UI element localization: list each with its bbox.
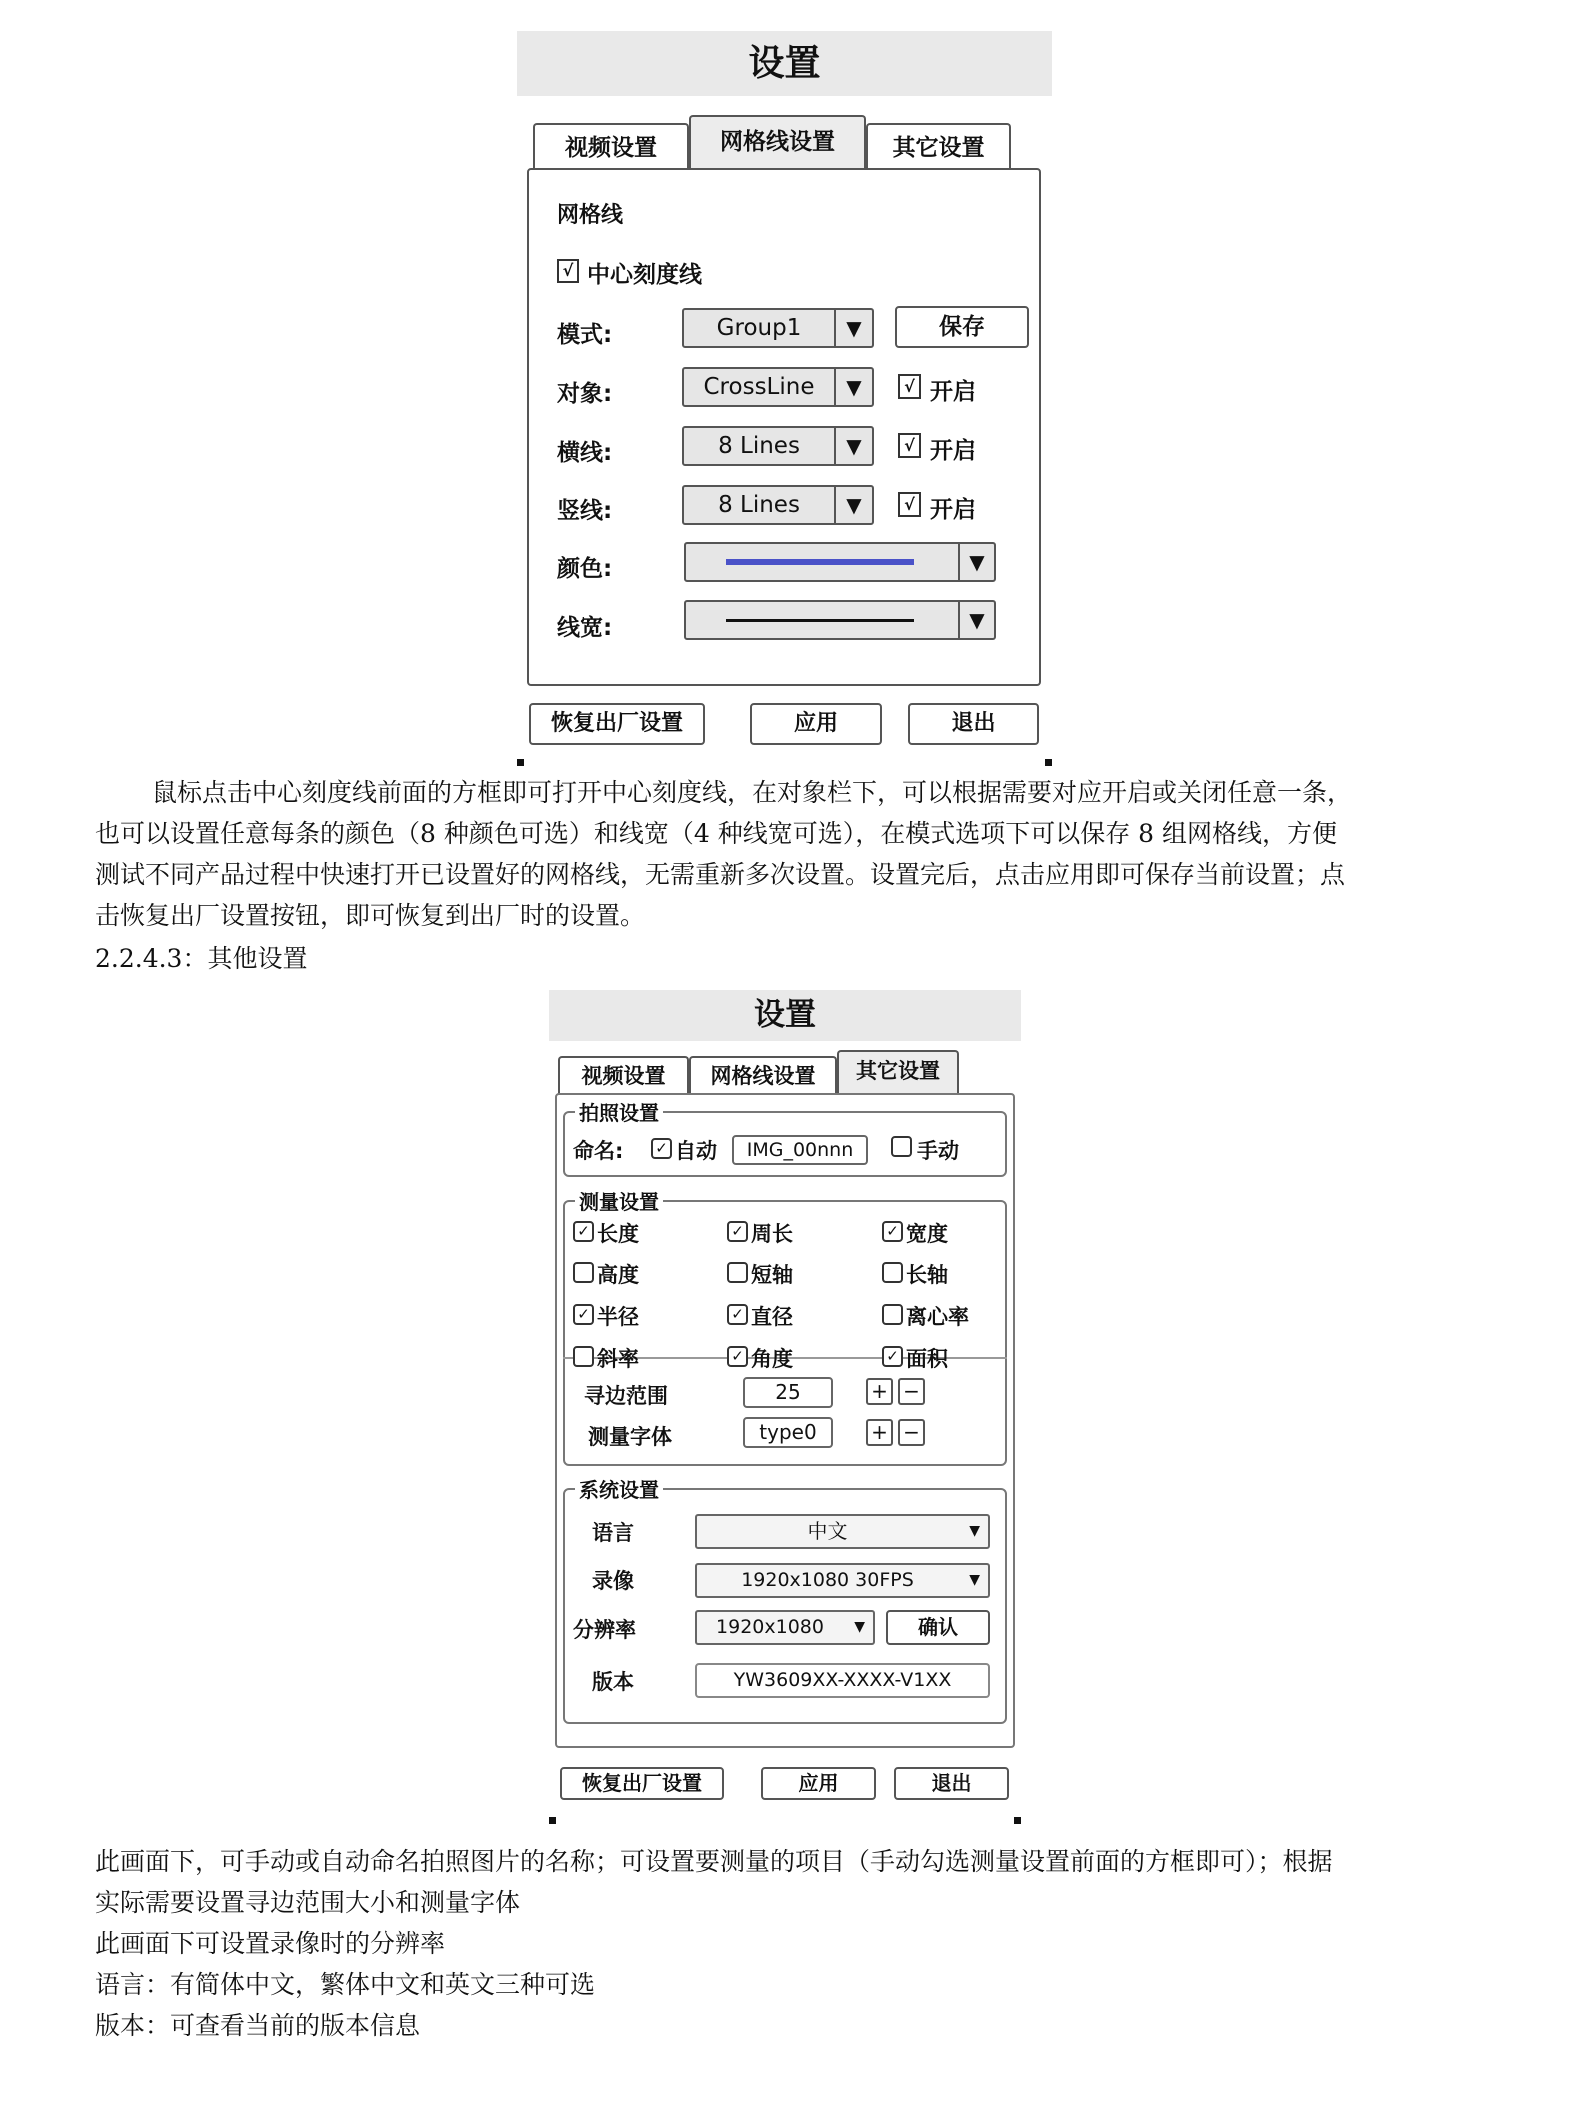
mode-value: Group1 (716, 315, 802, 341)
measure-checkbox[interactable]: ✓ (573, 1304, 594, 1325)
measure-checkbox[interactable] (882, 1304, 903, 1325)
font-minus-button[interactable]: − (898, 1419, 925, 1446)
measure-item-label: 直径 (751, 1305, 793, 1329)
manual-naming-label: 手动 (917, 1139, 959, 1163)
corner-marker (1045, 759, 1052, 766)
width-dropdown[interactable] (684, 600, 996, 640)
chevron-down-icon: ▼ (834, 310, 872, 346)
chevron-down-icon: ▼ (969, 1523, 980, 1539)
measure-checkbox[interactable]: ✓ (573, 1221, 594, 1242)
measure-item-label: 长轴 (906, 1263, 948, 1287)
measure-checkbox[interactable]: ✓ (882, 1346, 903, 1367)
center-line-checkbox[interactable]: √ (557, 259, 579, 283)
text-line: 版本：可查看当前的版本信息 (95, 2011, 421, 2040)
hline-label: 横线: (557, 440, 613, 466)
apply-button[interactable]: 应用 (750, 703, 882, 745)
edge-range-label: 寻边范围 (584, 1384, 668, 1408)
auto-naming-label: 自动 (675, 1139, 717, 1163)
tab-video-settings[interactable]: 视频设置 (558, 1056, 689, 1094)
version-field: YW3609XX-XXXX-V1XX (695, 1663, 990, 1698)
description-paragraph-1 (95, 772, 1535, 936)
vline-value: 8 Lines (718, 492, 800, 518)
measure-checkbox[interactable] (573, 1262, 594, 1283)
text-line: 也可以设置任意每条的颜色（8 种颜色可选）和线宽（4 种线宽可选），在模式选项下可以保存 8 组网格线，方便 (95, 819, 1338, 848)
section-heading: 2.2.4.3：其他设置 (95, 944, 308, 973)
name-pattern-field[interactable]: IMG_00nnn (732, 1135, 868, 1165)
confirm-button[interactable]: 确认 (886, 1610, 990, 1645)
record-select[interactable] (695, 1563, 990, 1598)
object-value: CrossLine (703, 374, 815, 400)
measure-font-field[interactable]: type0 (743, 1417, 833, 1448)
resolution-label: 分辨率 (573, 1618, 636, 1642)
section-title: 网格线 (557, 203, 624, 228)
measure-checkbox[interactable] (882, 1262, 903, 1283)
width-label: 线宽: (557, 615, 613, 641)
color-dropdown[interactable] (684, 542, 996, 582)
text-line: 语言：有简体中文，繁体中文和英文三种可选 (95, 1970, 596, 1999)
mode-label: 模式: (557, 322, 613, 348)
tab-video-settings[interactable]: 视频设置 (533, 123, 689, 169)
measure-item-label: 半径 (597, 1305, 639, 1329)
measure-item-label: 长度 (597, 1222, 639, 1246)
chevron-down-icon: ▼ (958, 544, 994, 580)
naming-label: 命名: (573, 1139, 624, 1163)
measure-item-label: 角度 (751, 1347, 793, 1371)
chevron-down-icon: ▼ (958, 602, 994, 638)
measure-item-label: 离心率 (906, 1305, 969, 1329)
version-label: 版本 (592, 1670, 634, 1694)
measure-settings-legend: 测量设置 (579, 1190, 659, 1214)
exit-button[interactable]: 退出 (894, 1767, 1009, 1800)
grid-panel (527, 168, 1041, 686)
measure-item-label: 高度 (597, 1263, 639, 1287)
text-line: 此画面下可设置录像时的分辨率 (95, 1929, 446, 1958)
text-line: 此画面下，可手动或自动命名拍照图片的名称；可设置要测量的项目（手动勾选测量设置前面的方框即可）；根据 (95, 1847, 1333, 1876)
object-enable-label: 开启 (930, 379, 976, 405)
resolution-value: 1920x1080 (716, 1616, 824, 1638)
tab-grid-settings[interactable]: 网格线设置 (689, 1056, 837, 1094)
tab-other-settings[interactable]: 其它设置 (866, 123, 1011, 169)
record-value: 1920x1080 30FPS (741, 1569, 914, 1591)
apply-button[interactable]: 应用 (761, 1767, 876, 1800)
width-swatch (726, 619, 914, 622)
vline-enable-checkbox[interactable]: √ (898, 492, 921, 517)
measure-checkbox[interactable]: ✓ (727, 1221, 748, 1242)
object-label: 对象: (557, 381, 613, 407)
reset-button[interactable]: 恢复出厂设置 (560, 1767, 724, 1800)
center-line-label: 中心刻度线 (587, 262, 702, 288)
edge-range-field[interactable]: 25 (743, 1377, 833, 1408)
tab-other-settings[interactable]: 其它设置 (837, 1050, 959, 1094)
resolution-select[interactable] (695, 1610, 875, 1645)
corner-marker (1014, 1817, 1021, 1824)
text-line: 实际需要设置寻边范围大小和测量字体 (95, 1888, 521, 1917)
tab-grid-settings[interactable]: 网格线设置 (689, 115, 866, 169)
edge-minus-button[interactable]: − (898, 1378, 925, 1405)
color-swatch (726, 559, 914, 565)
hline-enable-label: 开启 (930, 438, 976, 464)
edge-plus-button[interactable]: + (866, 1378, 893, 1405)
reset-button[interactable]: 恢复出厂设置 (529, 703, 705, 745)
chevron-down-icon: ▼ (969, 1572, 980, 1588)
measure-checkbox[interactable] (727, 1262, 748, 1283)
text-line: 击恢复出厂设置按钮，即可恢复到出厂时的设置。 (95, 901, 646, 930)
vline-enable-label: 开启 (930, 497, 976, 523)
measure-item-label: 短轴 (751, 1263, 793, 1287)
object-dropdown[interactable] (682, 367, 874, 407)
auto-naming-checkbox[interactable]: ✓ (651, 1138, 672, 1159)
record-label: 录像 (592, 1569, 634, 1593)
system-settings-legend: 系统设置 (579, 1478, 659, 1502)
hline-value: 8 Lines (718, 433, 800, 459)
photo-settings-legend: 拍照设置 (579, 1101, 659, 1125)
manual-naming-checkbox[interactable] (891, 1136, 912, 1157)
chevron-down-icon: ▼ (834, 369, 872, 405)
measure-item-label: 斜率 (597, 1347, 639, 1371)
grid-settings-dialog (517, 31, 1052, 766)
measure-checkbox[interactable] (573, 1346, 594, 1367)
vline-label: 竖线: (557, 498, 613, 524)
text-line: 鼠标点击中心刻度线前面的方框即可打开中心刻度线，在对象栏下，可以根据需要对应开启或关闭任意一条， (152, 778, 1353, 807)
chevron-down-icon: ▼ (854, 1619, 865, 1635)
chevron-down-icon: ▼ (834, 487, 872, 523)
corner-marker (549, 1817, 556, 1824)
language-value: 中文 (807, 1519, 848, 1543)
dialog-title: 设置 (517, 31, 1052, 96)
hline-enable-checkbox[interactable]: √ (898, 433, 921, 458)
exit-button[interactable]: 退出 (908, 703, 1039, 745)
language-label: 语言 (592, 1521, 634, 1545)
chevron-down-icon: ▼ (834, 428, 872, 464)
hline-dropdown[interactable] (682, 426, 874, 466)
object-enable-checkbox[interactable]: √ (898, 374, 921, 399)
measure-item-label: 面积 (906, 1347, 948, 1371)
description-paragraph-2 (95, 1841, 1535, 2046)
other-settings-dialog (549, 990, 1021, 1824)
dialog-title: 设置 (549, 990, 1021, 1041)
save-button[interactable]: 保存 (895, 306, 1029, 348)
measure-item-label: 宽度 (906, 1222, 948, 1246)
corner-marker (517, 759, 524, 766)
measure-checkbox[interactable]: ✓ (882, 1221, 903, 1242)
font-plus-button[interactable]: + (866, 1419, 893, 1446)
measure-font-label: 测量字体 (588, 1425, 672, 1449)
vline-dropdown[interactable] (682, 485, 874, 525)
measure-checkbox[interactable]: ✓ (727, 1304, 748, 1325)
measure-item-label: 周长 (751, 1222, 793, 1246)
language-select[interactable] (695, 1514, 990, 1549)
text-line: 测试不同产品过程中快速打开已设置好的网格线，无需重新多次设置。设置完后，点击应用即可保存当前设置；点 (95, 860, 1346, 889)
mode-dropdown[interactable] (682, 308, 874, 348)
color-label: 颜色: (557, 556, 613, 582)
measure-checkbox[interactable]: ✓ (727, 1346, 748, 1367)
other-panel (555, 1093, 1015, 1748)
